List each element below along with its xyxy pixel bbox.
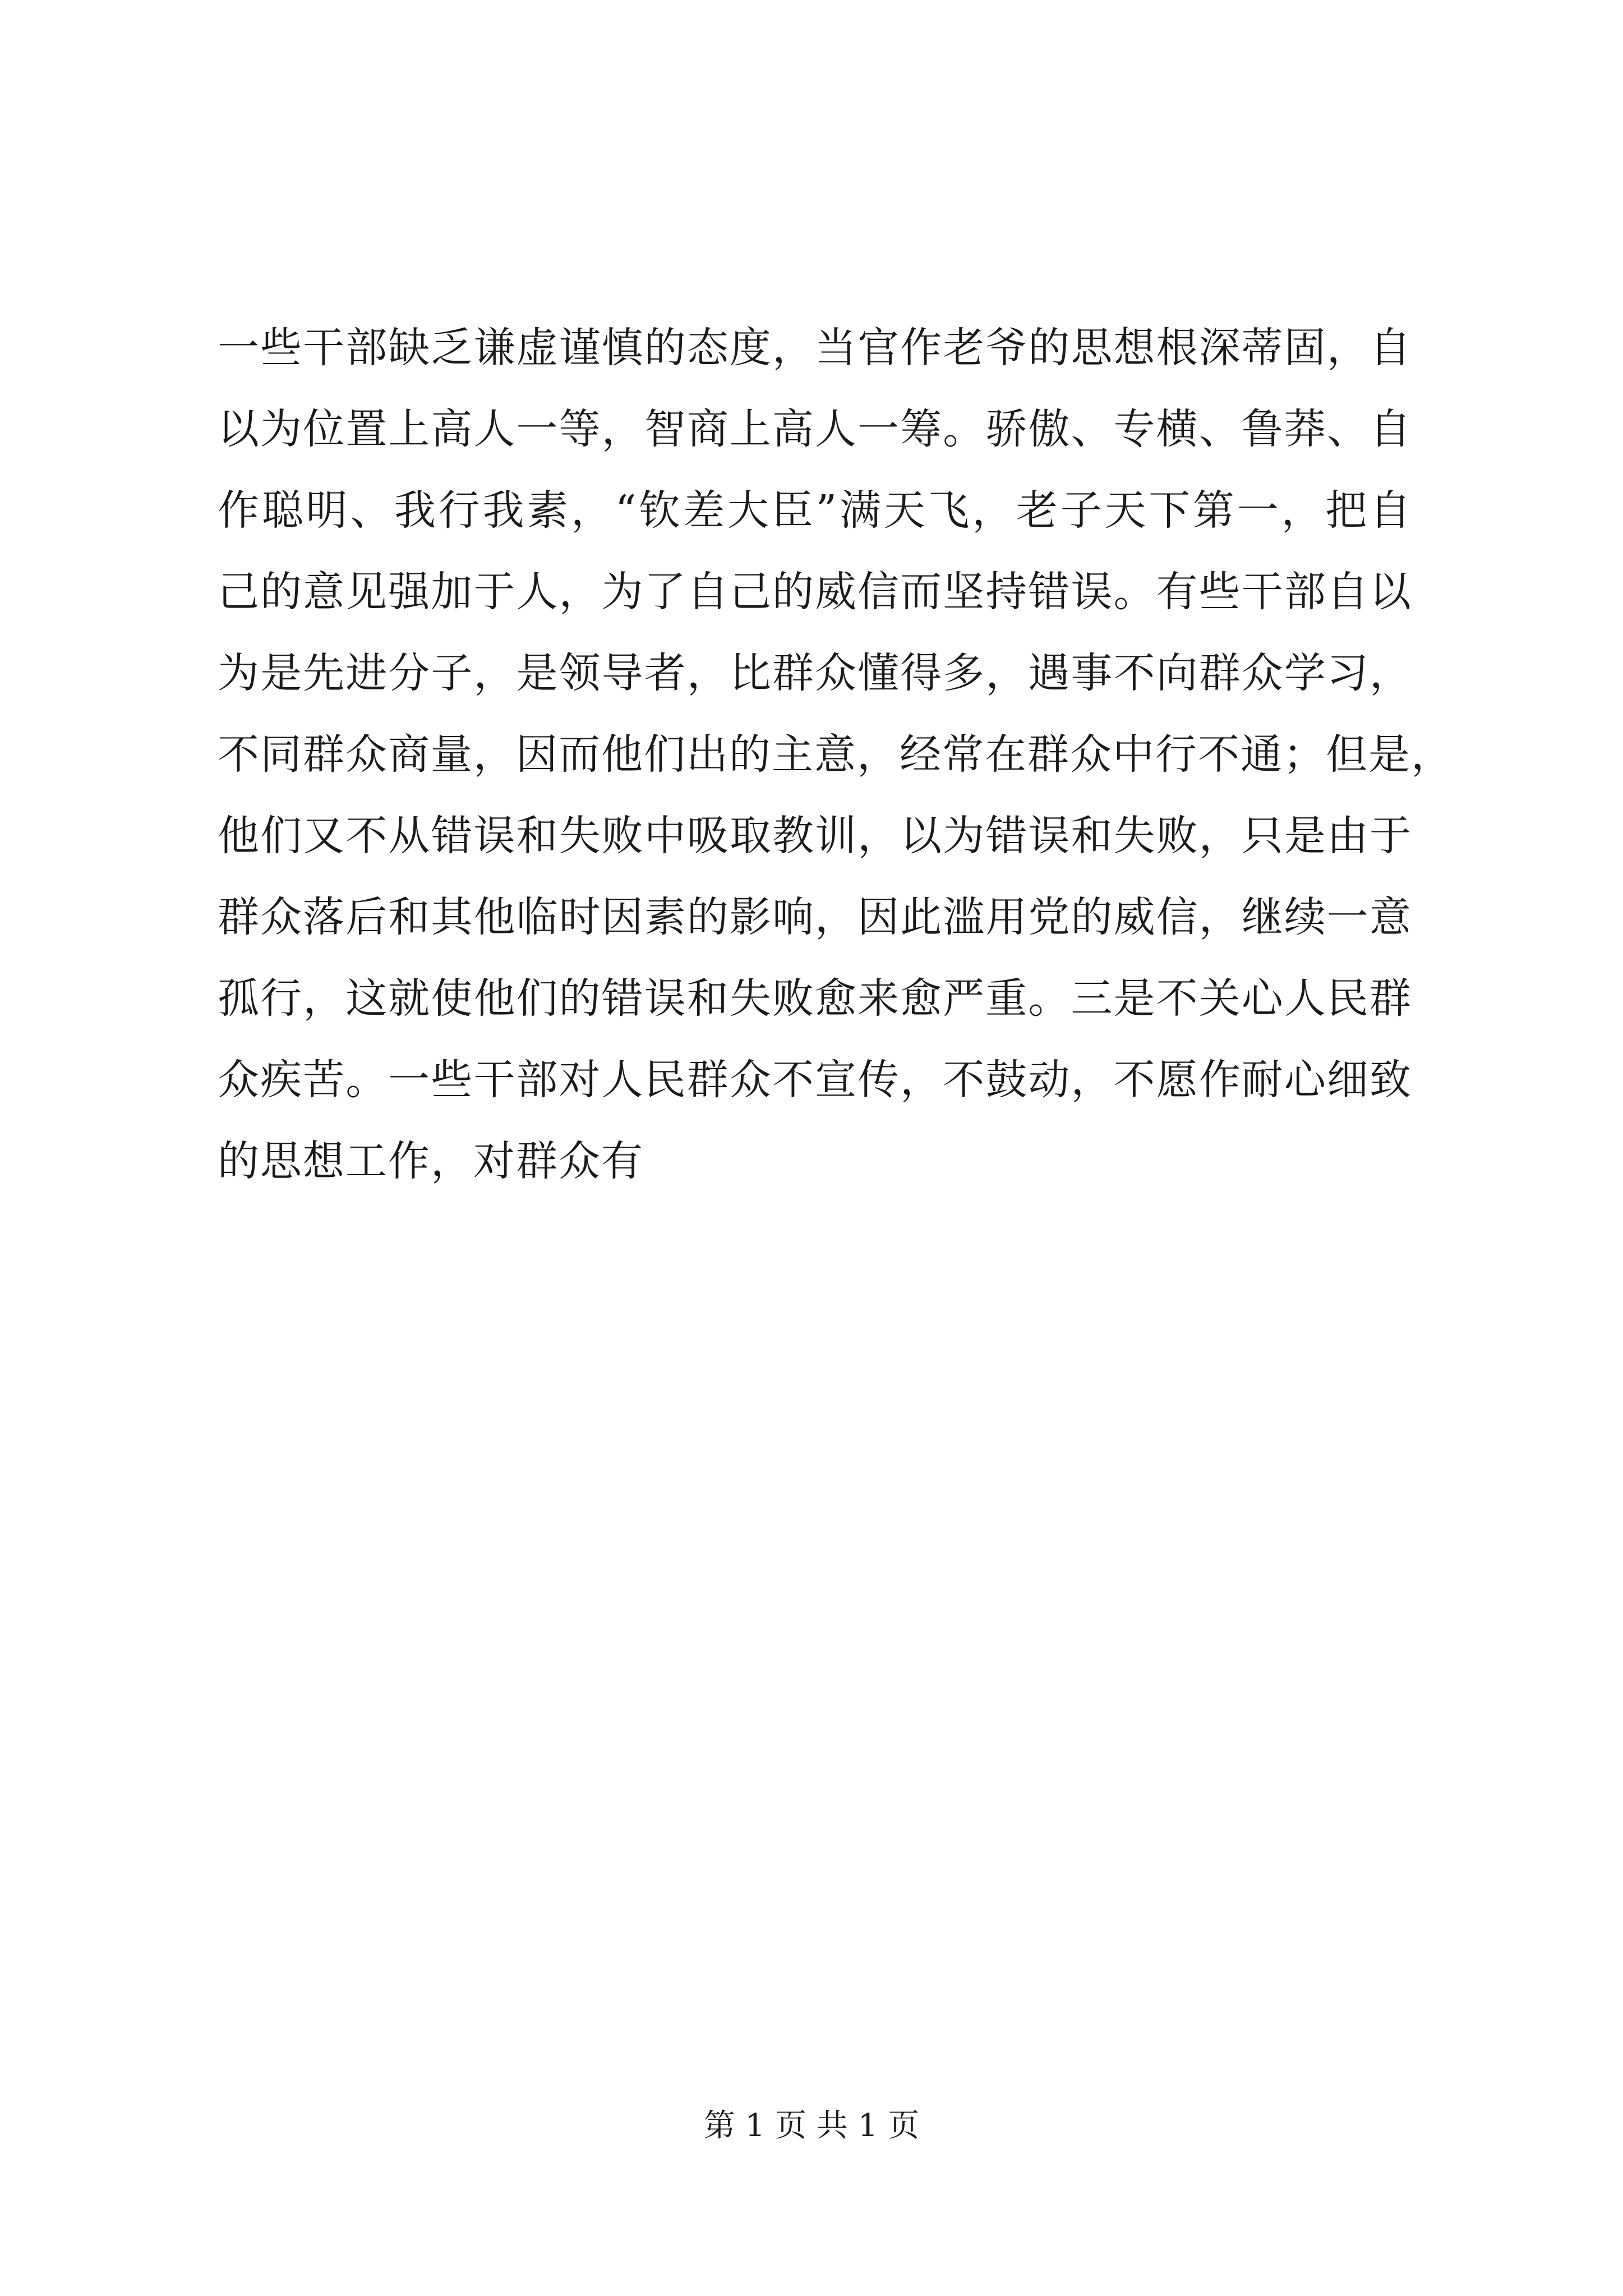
text-line: 不同群众商量，因而他们出的主意，经常在群众中行不通；但是，	[218, 730, 1454, 779]
text-line: 的思想工作，对群众有	[218, 1137, 644, 1185]
text-line: 为是先进分子，是领导者，比群众懂得多，遇事不向群众学习，	[218, 649, 1412, 697]
text-line: 他们又不从错误和失败中吸取教训，以为错误和失败，只是由于	[218, 812, 1412, 860]
text-line: 以为位置上高人一等，智商上高人一筹。骄傲、专横、鲁莽、自	[218, 405, 1412, 453]
text-line: 一些干部缺乏谦虚谨慎的态度，当官作老爷的思想根深蒂固，自	[218, 324, 1412, 372]
text-line: 众疾苦。一些干部对人民群众不宣传，不鼓动，不愿作耐心细致	[218, 1056, 1412, 1104]
page-number-footer: 第 1 页 共 1 页	[703, 2108, 920, 2144]
text-line: 群众落后和其他临时因素的影响，因此滥用党的威信，继续一意	[218, 893, 1412, 941]
text-line: 作聪明、我行我素，“钦差大臣”满天飞，老子天下第一，把自	[218, 486, 1412, 535]
body-text	[218, 307, 1454, 1202]
text-line: 己的意见强加于人，为了自己的威信而坚持错误。有些干部自以	[218, 568, 1412, 616]
text-line: 孤行，这就使他们的错误和失败愈来愈严重。三是不关心人民群	[218, 974, 1412, 1023]
